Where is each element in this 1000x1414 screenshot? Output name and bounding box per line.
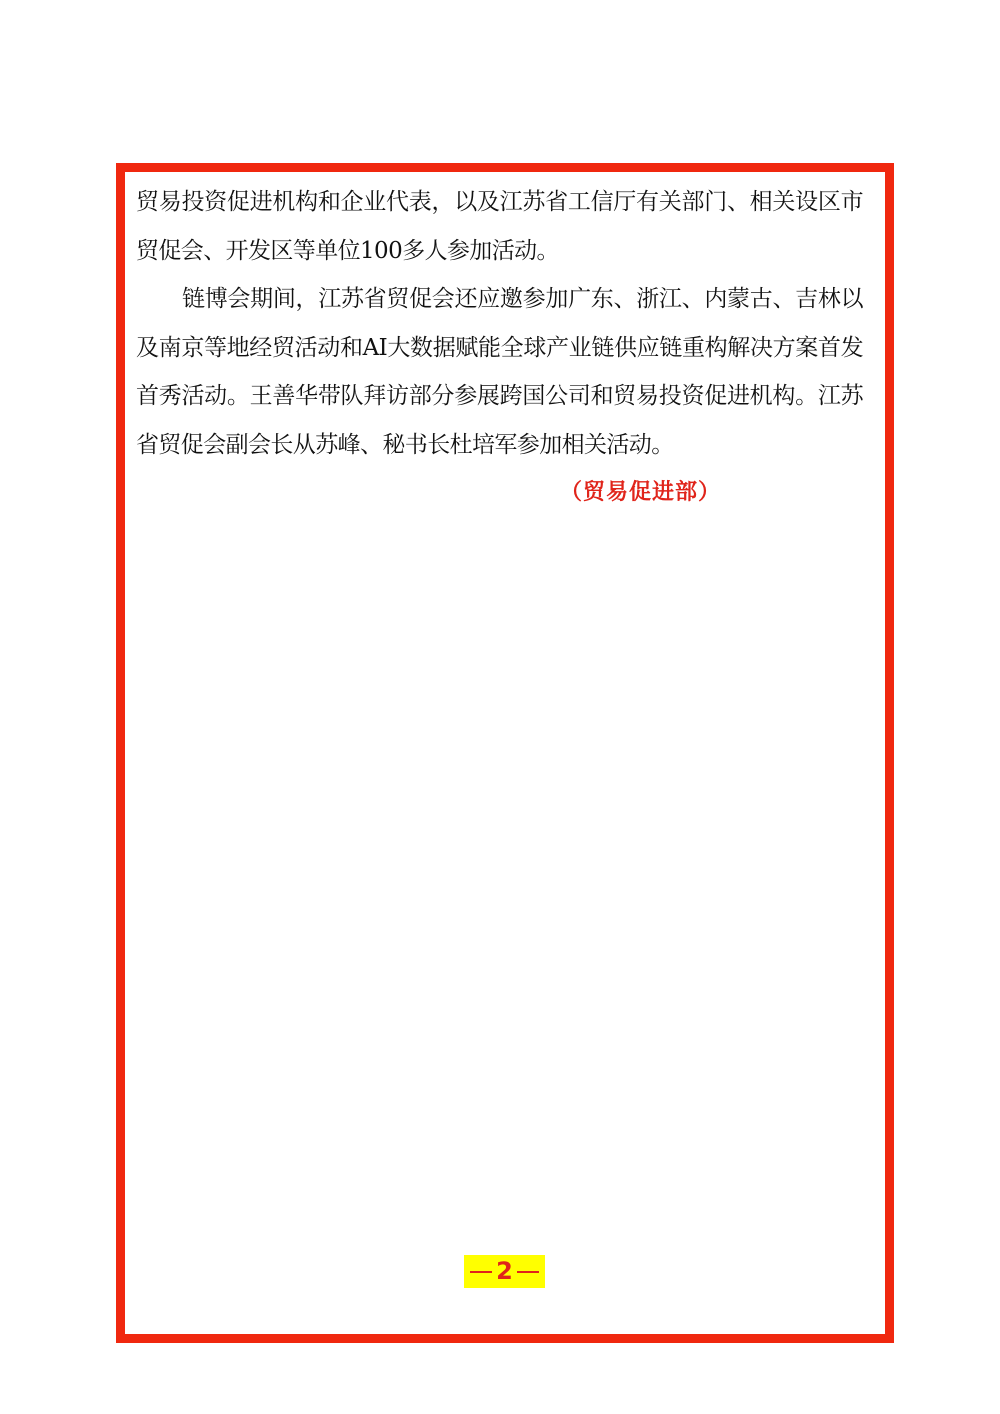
body-text — [136, 178, 863, 469]
page-number: 2 — [496, 1257, 513, 1285]
page-number-left-dash — [470, 1271, 492, 1273]
department-signature: （贸易促进部） — [560, 479, 722, 505]
page-number-badge — [464, 1255, 545, 1288]
page-number-right-dash — [517, 1271, 539, 1273]
paragraph-expo-activities: 链博会期间，江苏省贸促会还应邀参加广东、浙江、内蒙古、吉林以及南京等地经贸活动和AI大数据赋能全球产业链供应链重构解决方案首发首秀活动。王善华带队拜访部分参展跨国公司和贸易投资促进机构。江苏省贸促会副会长从苏峰、秘书长杜培军参加相关活动。 — [136, 286, 863, 458]
paragraph-continuation: 贸易投资促进机构和企业代表，以及江苏省工信厅有关部门、相关设区市贸促会、开发区等单位100多人参加活动。 — [136, 189, 863, 264]
